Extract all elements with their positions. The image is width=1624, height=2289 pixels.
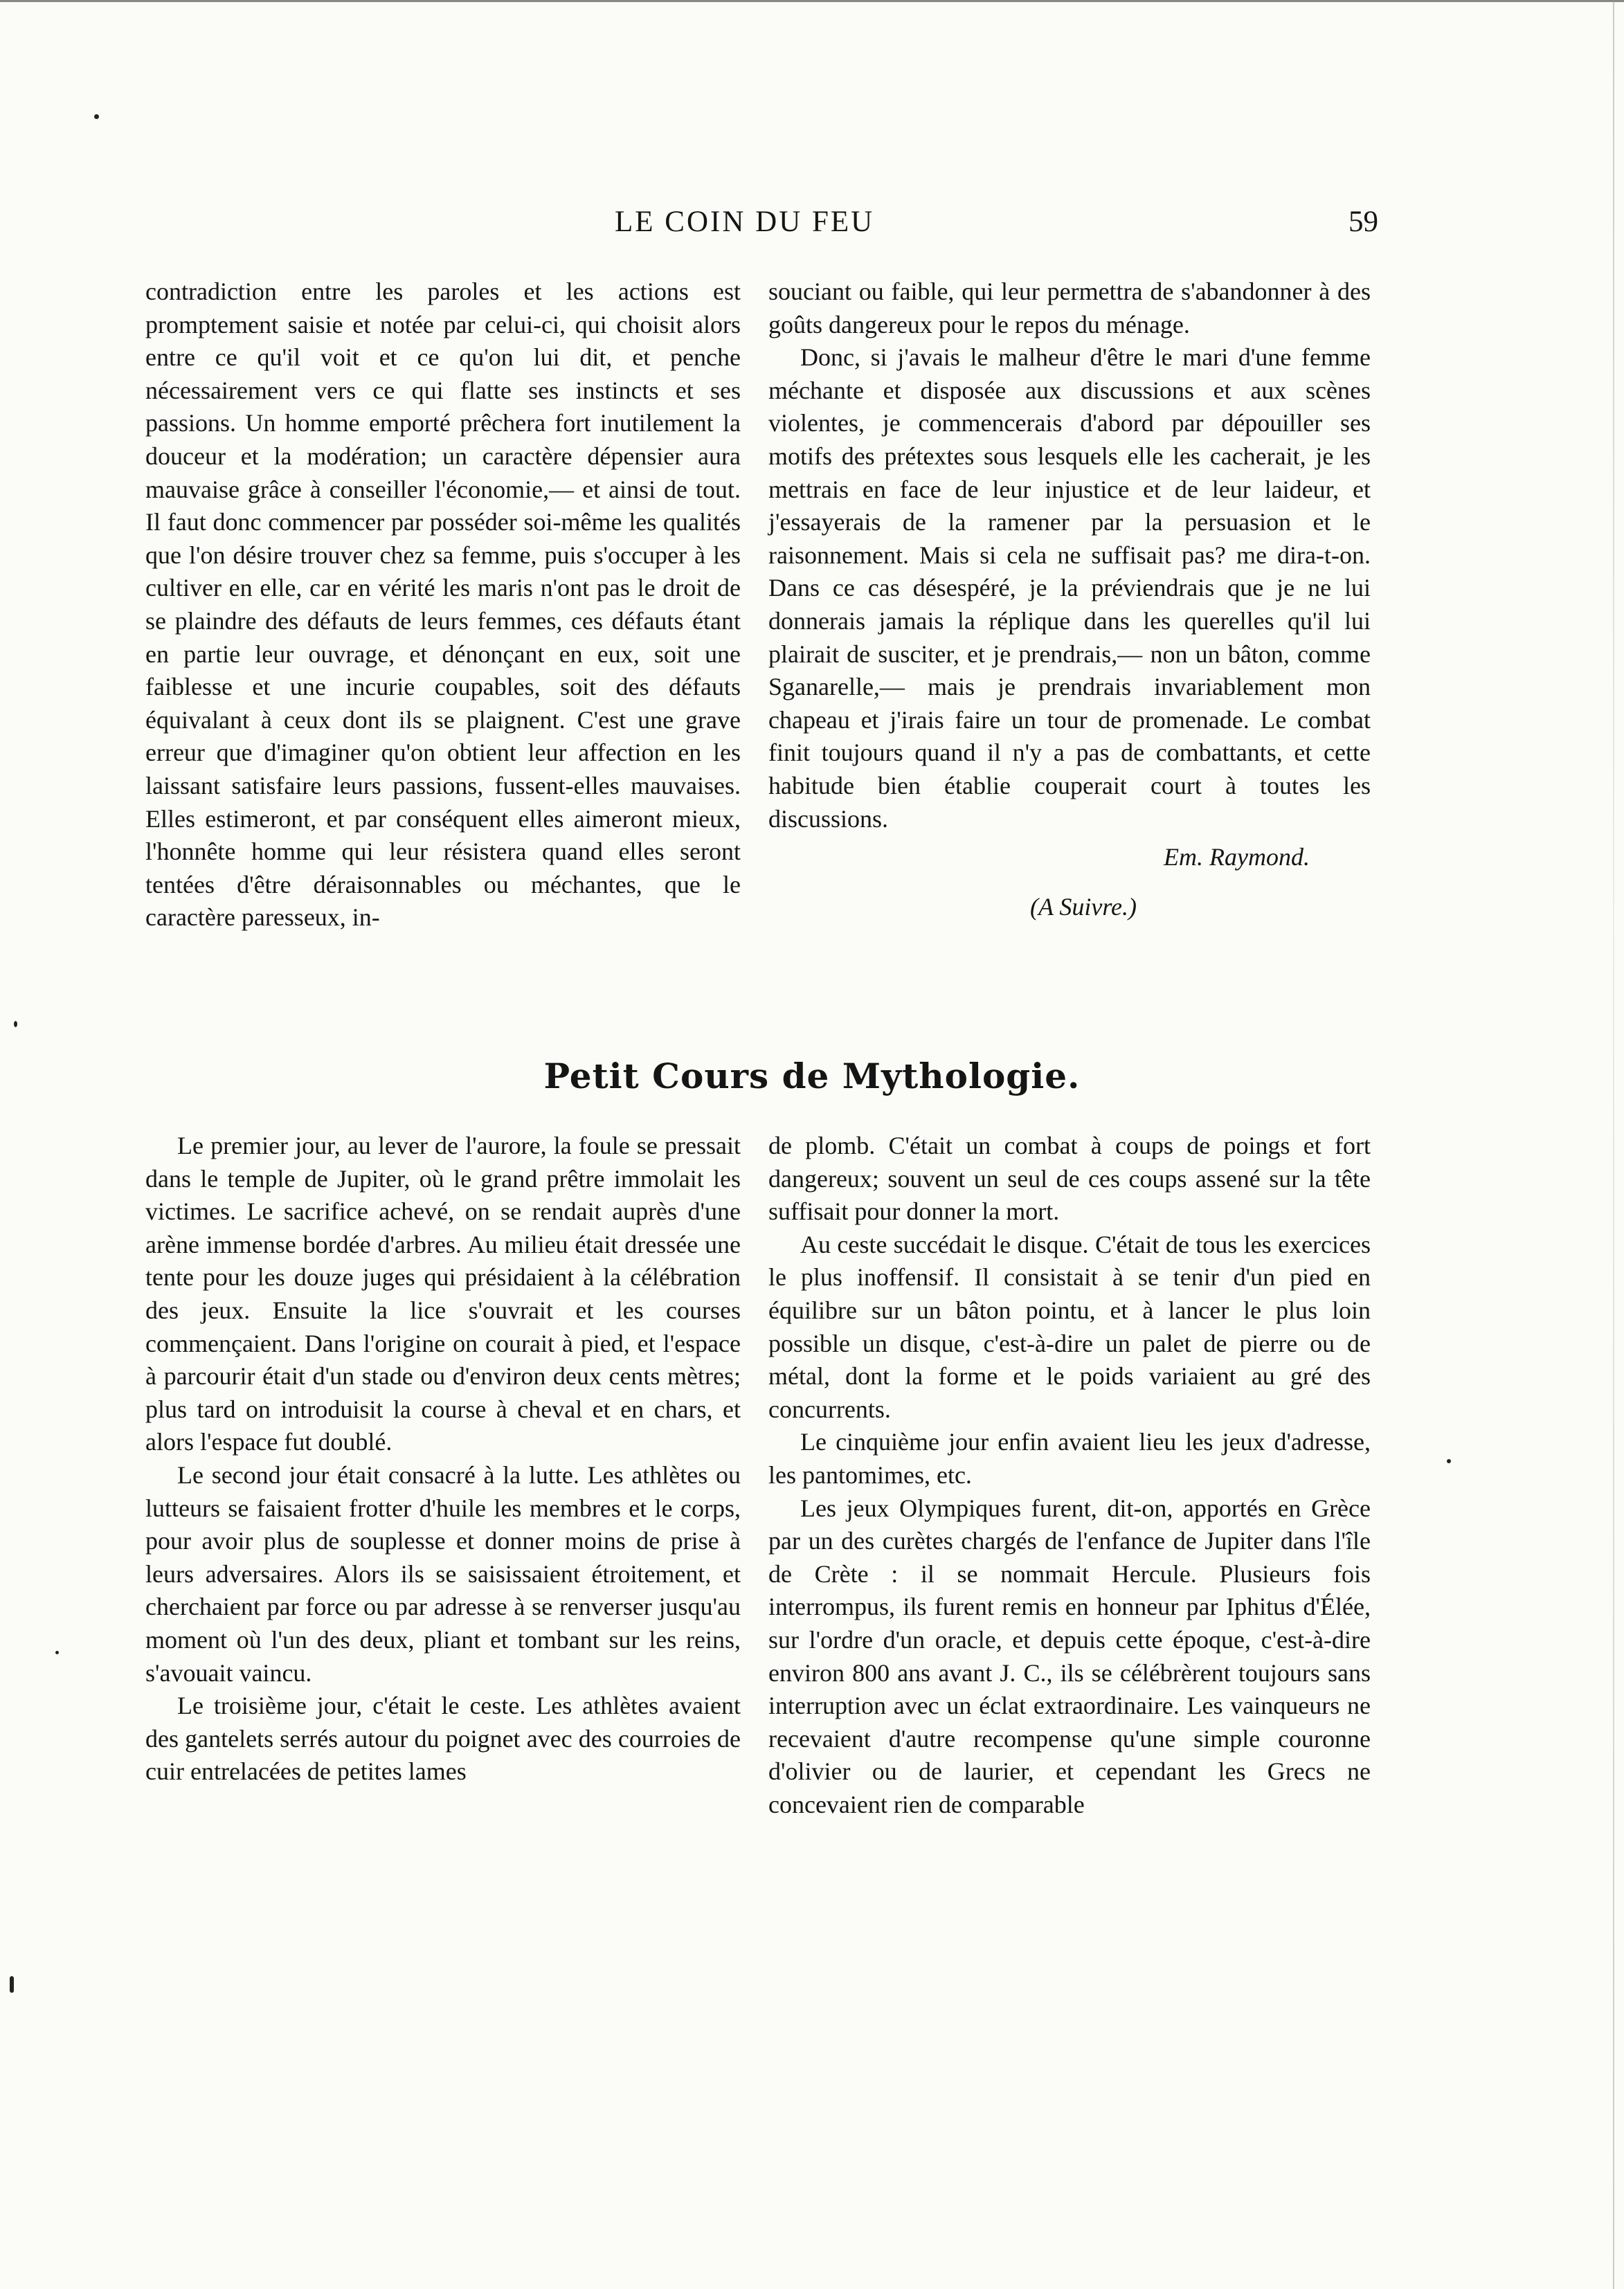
article2-paragraph: Les jeux Olympiques furent, dit-on, apportés en Grèce par un des curètes chargés de l'enfance de Jupiter dans l'île de Crète : il se nommait Hercule. Plusieurs fois interrompus, ils furent remis en honneur par Iphitus d'Élée, sur l'ordre d'un oracle, et depuis cette époque, c'est-à-dire environ 800 ans avant J. C., ils se célébrèrent toujours sans interruption avec un éclat extraordinaire. Les vainqueurs ne recevaient d'autre recompense qu'une simple couronne d'olivier ou de laurier, et cependant les Grecs ne concevaient rien de comparable: [768, 1494, 1371, 1818]
article2-column-right: [768, 1130, 1371, 1821]
article2-column-left: [145, 1130, 741, 1789]
page-number: 59: [1348, 206, 1378, 238]
article2-paragraph: Le second jour était consacré à la lutte. Les athlètes ou lutteurs se faisaient frotter d'huile les membres et le corps, pour avoir plus de souplesse et donner moins de prise à leurs adversaires. Alors ils se saisissaient étroitement, et cherchaient par force ou par adresse à se renverser jusqu'au moment où l'un des deux, pliant et tombant sur les reins, s'avouait vaincu.: [145, 1460, 741, 1687]
article1-paragraph: contradiction entre les paroles et les actions est promptement saisie et notée par celui-ci, qui choisit alors entre ce qu'il voit et ce qu'on lui dit, et penche nécessairement vers ce qui flatte ses instincts et ses passions. Un homme emporté prêchera fort inutilement la douceur et la modération; un caractère dépensier aura mauvaise grâce à conseiller l'économie,— et ainsi de tout. Il faut donc commencer par posséder soi-même les qualités que l'on désire trouver chez sa femme, puis s'occuper à les cultiver en elle, car en vérité les maris n'ont pas le droit de se plaindre des défauts de leurs femmes, ces défauts étant en partie leur ouvrage, et dénonçant en eux, soit une faiblesse et une incurie coupables, soit des défauts équivalant à ceux dont ils se plaignent. C'est une grave erreur que d'imaginer qu'on obtient leur affection en les laissant satisfaire leurs passions, fussent-elles mauvaises. Elles estimeront, et par conséquent elles aimeront mieux, l'honnête homme qui leur résistera quand elles seront tentées d'être déraisonnables ou méchantes, que le caractère paresseux, in-: [145, 278, 741, 932]
ink-speck: [55, 1651, 59, 1654]
article1-paragraph: souciant ou faible, qui leur permettra de s'abandonner à des goûts dangereux pour le repos du ménage.: [768, 278, 1371, 338]
section-title: Petit Cours de Mythologie.: [543, 1056, 1081, 1096]
page-header: [0, 205, 1624, 246]
ink-speck: [1447, 1459, 1451, 1463]
to-be-continued-note: (A Suivre.): [1030, 892, 1137, 921]
top-border-line: [0, 0, 1624, 9]
ink-speck: [14, 1021, 17, 1027]
article2-paragraph: Le troisième jour, c'était le ceste. Les athlètes avaient des gantelets serrés autour du poignet avec des courroies de cuir entrelacées de petites lames: [145, 1692, 741, 1786]
article2-paragraph: Le cinquième jour enfin avaient lieu les jeux d'adresse, les pantomimes, etc.: [768, 1428, 1371, 1489]
author-signature: Em. Raymond.: [1164, 843, 1310, 871]
article2-paragraph: Le premier jour, au lever de l'aurore, la foule se pressait dans le temple de Jupiter, où le grand prêtre immolait les victimes. Le sacrifice achevé, on se rendait auprès d'une arène immense bordée d'arbres. Au milieu était dressée une tente pour les douze juges qui présidaient à la célébration des jeux. Ensuite la lice s'ouvrait et les courses commençaient. Dans l'origine on courait à pied, et l'espace à parcourir était d'un stade ou d'environ deux cents mètres; plus tard on introduisit la course à cheval et en chars, et alors l'espace fut doublé.: [145, 1132, 741, 1456]
article1-column-right: [768, 275, 1371, 923]
ink-speck: [10, 1976, 14, 1993]
ink-speck: [94, 114, 99, 119]
running-title: LE COIN DU FEU: [615, 206, 875, 238]
page-edge-shadow: [1613, 0, 1614, 2289]
article1-paragraph: Donc, si j'avais le malheur d'être le mari d'une femme méchante et disposée aux discussions et aux scènes violentes, je commencerais d'abord par dépouiller ses motifs des prétextes sous lesquels elle les cacherait, je les mettrais en face de leur injustice et de leur laideur, et j'essayerais de la ramener par la persuasion et le raisonnement. Mais si cela ne suffisait pas? me dira-t-on. Dans ce cas désespéré, je la préviendrais que je ne lui donnerais jamais la réplique dans les querelles qu'il lui plairait de susciter, et je prendrais,— non un bâton, comme Sganarelle,— mais je prendrais invariablement mon chapeau et j'irais faire un tour de promenade. Le combat finit toujours quand il n'y a pas de combattants, et cette habitude bien établie couperait court à toutes les discussions.: [768, 343, 1371, 833]
article2-paragraph: de plomb. C'était un combat à coups de poings et fort dangereux; souvent un seul de ces coups assené sur la tête suffisait pour donner la mort.: [768, 1132, 1371, 1226]
article2-paragraph: Au ceste succédait le disque. C'était de tous les exercices le plus inoffensif. Il consistait à se tenir d'un pied en équilibre sur un bâton pointu, et à lancer le plus loin possible un disque, c'est-à-dire un palet de pierre ou de métal, dont la forme et le poids variaient au gré des concurrents.: [768, 1230, 1371, 1423]
article1-column-left: [145, 275, 741, 934]
